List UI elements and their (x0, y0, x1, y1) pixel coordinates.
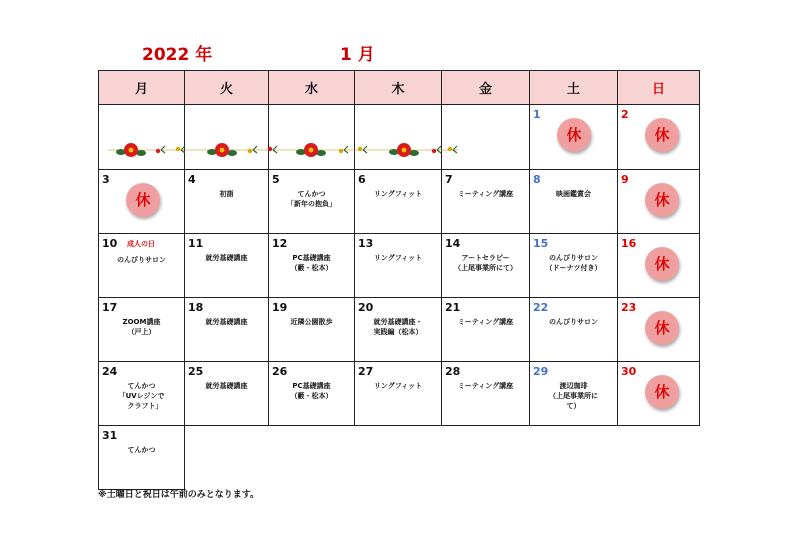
day-cell-15 (530, 234, 618, 298)
day-number: 3 (102, 173, 110, 186)
day-number: 10 (102, 237, 118, 250)
week-row-6 (99, 426, 700, 490)
day-number: 15 (533, 237, 549, 250)
weekday-fri: 金 (442, 71, 530, 105)
closed-badge: 休 (557, 118, 591, 152)
event-text: ミーティング講座 (457, 318, 514, 326)
day-number: 12 (272, 237, 288, 250)
day-cell-27 (355, 362, 442, 426)
day-cell-30 (618, 362, 700, 426)
event-text: 映画鑑賞会 (556, 190, 591, 198)
day-cell-31 (99, 426, 185, 490)
event-text: ZOOM講座 （戸上） (122, 318, 161, 336)
footnote: ※土曜日と祝日は午前のみとなります。 (98, 490, 260, 500)
day-number: 25 (188, 365, 204, 378)
weekday-wed: 水 (269, 71, 355, 105)
day-number: 7 (445, 173, 453, 186)
day-number: 30 (621, 365, 637, 378)
event-text: 就労基礎講座 (205, 254, 248, 262)
weekday-tue: 火 (185, 71, 269, 105)
camellia-bud-icon (268, 146, 277, 153)
blank-area (269, 426, 355, 490)
event-text: 初詣 (219, 190, 234, 198)
event-text: PC基礎講座 （藪・松本） (290, 382, 333, 400)
day-cell-18 (185, 298, 269, 362)
day-number: 18 (188, 301, 204, 314)
day-cell-29 (530, 362, 618, 426)
closed-badge: 休 (645, 247, 679, 281)
weekday-mon: 月 (99, 71, 185, 105)
day-number: 9 (621, 173, 629, 186)
camellia-bud-icon (358, 146, 367, 153)
closed-badge: 休 (645, 311, 679, 345)
event-text: リングフィット (373, 190, 423, 198)
day-cell-7 (442, 170, 530, 234)
event-text: てんかつ 「UVレジンで クラフト」 (118, 382, 165, 410)
event-text: PC基礎講座 （藪・松本） (290, 254, 333, 272)
event-text: てんかつ 「新年の抱負」 (287, 190, 336, 208)
day-number: 5 (272, 173, 280, 186)
day-number: 21 (445, 301, 461, 314)
day-cell-2 (618, 105, 700, 170)
camellia-bud-icon (448, 146, 457, 153)
day-number: 2 (621, 108, 629, 121)
week-row-3 (99, 234, 700, 298)
calendar-table (98, 70, 700, 490)
camellia-bud-icon (432, 146, 441, 153)
day-number: 28 (445, 365, 461, 378)
event-text: 渡辺珈琲 （上尾事業所に て） (549, 382, 598, 410)
day-cell-17 (99, 298, 185, 362)
week-row-2 (99, 170, 700, 234)
day-cell-13 (355, 234, 442, 298)
day-number: 1 (533, 108, 541, 121)
day-number: 26 (272, 365, 288, 378)
blank-area (530, 426, 618, 490)
camellia-garland-decoration (98, 134, 458, 164)
day-cell-19 (269, 298, 355, 362)
day-number: 4 (188, 173, 196, 186)
day-cell-26 (269, 362, 355, 426)
event-text: リングフィット (373, 382, 423, 390)
event-text: ミーティング講座 (457, 190, 514, 198)
event-text: 近隣公園散歩 (290, 318, 333, 326)
day-cell-5 (269, 170, 355, 234)
day-cell-21 (442, 298, 530, 362)
closed-badge: 休 (645, 118, 679, 152)
day-cell-8 (530, 170, 618, 234)
day-cell-25 (185, 362, 269, 426)
day-number: 24 (102, 365, 118, 378)
day-number: 22 (533, 301, 549, 314)
event-text: 就労基礎講座 (205, 318, 248, 326)
day-cell-22 (530, 298, 618, 362)
day-cell-10 (99, 234, 185, 298)
day-cell-6 (355, 170, 442, 234)
day-number: 29 (533, 365, 549, 378)
week-row-4 (99, 298, 700, 362)
blank-area (618, 426, 700, 490)
blank-area (442, 426, 530, 490)
event-text: 就労基礎講座・ 実践編（松本） (373, 318, 423, 336)
day-number: 17 (102, 301, 118, 314)
week-row-5 (99, 362, 700, 426)
holiday-label: 成人の日 (127, 240, 155, 248)
day-number: 19 (272, 301, 288, 314)
blank-area (355, 426, 442, 490)
day-cell-24 (99, 362, 185, 426)
camellia-bud-icon (248, 146, 257, 153)
day-cell-16 (618, 234, 700, 298)
calendar-year-title: 2022 年 (142, 45, 213, 65)
camellia-bud-icon (339, 146, 348, 153)
day-number: 31 (102, 429, 118, 442)
calendar-month-title: 1 月 (340, 45, 375, 65)
day-number: 20 (358, 301, 374, 314)
day-cell-20 (355, 298, 442, 362)
closed-badge: 休 (645, 183, 679, 217)
day-number: 11 (188, 237, 204, 250)
event-text: 就労基礎講座 (205, 382, 248, 390)
day-number: 6 (358, 173, 366, 186)
event-text: てんかつ (127, 446, 156, 454)
day-number: 8 (533, 173, 541, 186)
camellia-bud-icon (156, 146, 165, 153)
closed-badge: 休 (126, 183, 160, 217)
day-cell-28 (442, 362, 530, 426)
day-cell-1 (530, 105, 618, 170)
day-cell-14 (442, 234, 530, 298)
event-text: アートセラピー （上尾事業所にて） (454, 254, 517, 272)
day-cell-23 (618, 298, 700, 362)
weekday-sat: 土 (530, 71, 618, 105)
day-number: 13 (358, 237, 374, 250)
day-cell-3 (99, 170, 185, 234)
day-number: 14 (445, 237, 461, 250)
event-text: のんびりサロン （ドーナツ付き） (545, 254, 602, 272)
blank-area (185, 426, 269, 490)
day-number: 16 (621, 237, 637, 250)
day-number: 27 (358, 365, 374, 378)
weekday-sun: 日 (618, 71, 700, 105)
weekday-thu: 木 (355, 71, 442, 105)
day-cell-12 (269, 234, 355, 298)
closed-badge: 休 (645, 375, 679, 409)
camellia-bud-icon (176, 146, 185, 153)
weekday-header-row (99, 71, 700, 105)
event-text: リングフィット (373, 254, 423, 262)
event-text: のんびりサロン (549, 318, 598, 326)
day-cell-4 (185, 170, 269, 234)
event-text: ミーティング講座 (457, 382, 514, 390)
day-number: 23 (621, 301, 637, 314)
day-cell-11 (185, 234, 269, 298)
event-text: のんびりサロン (117, 256, 166, 264)
day-cell-9 (618, 170, 700, 234)
